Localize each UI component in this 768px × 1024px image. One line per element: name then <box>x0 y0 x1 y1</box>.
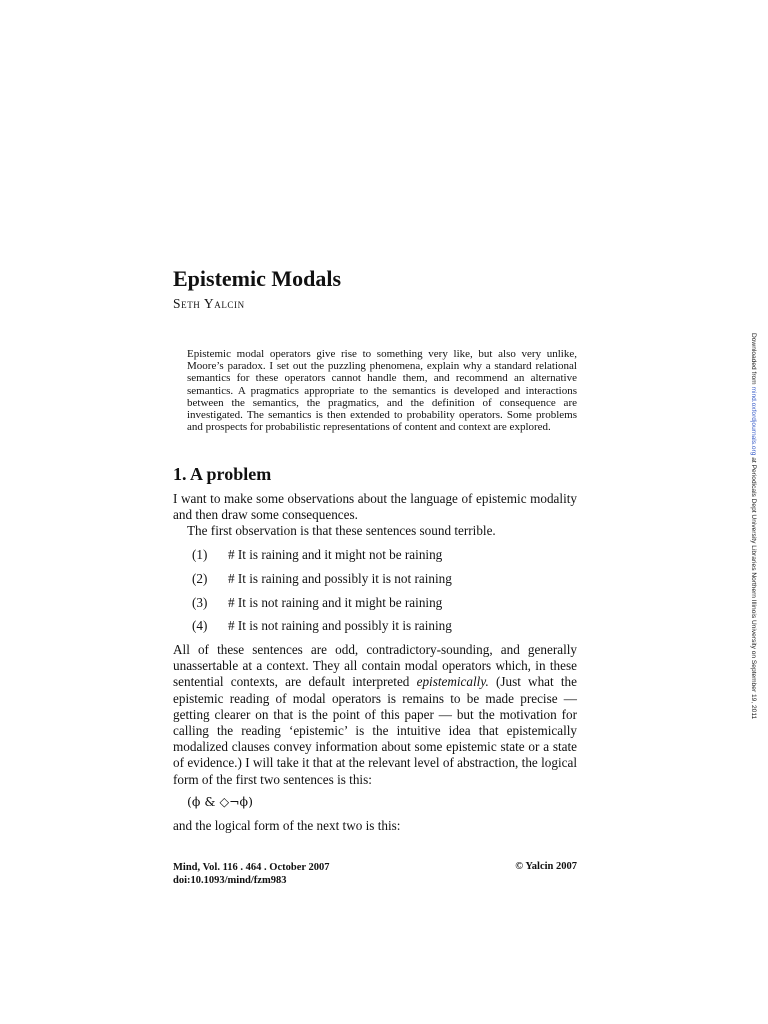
footer-copyright: © Yalcin 2007 <box>515 861 577 872</box>
example-1 <box>192 547 442 563</box>
paragraph-3-text: All of these sentences are odd, contradictory-sounding, and generally unassertable at a context. They all contain modal operators which, in these sentential contexts, are default interpreted <box>173 642 577 690</box>
example-text: # It is raining and it might not be raining <box>228 547 443 562</box>
article-author: Seth Yalcin <box>173 296 245 311</box>
download-prefix: Downloaded from <box>750 333 757 387</box>
paragraph-3 <box>173 642 577 788</box>
paragraph-3-text-cont: (Just what the epistemic reading of modal operators is remains to be made precise — getting clearer on that is the point of this paper — but the motivation for calling the reading ‘epistemic’ is the intuitive idea that epistemically modalized clauses convey information about some epistemic state or a state of evidence.) I will take it that at the relevant level of abstraction, the logical form of the first two sentences is this: <box>173 674 577 787</box>
doi-line: doi:10.1093/mind/fzm983 <box>173 875 287 886</box>
paragraph-3-emphasis: epistemically. <box>416 674 489 690</box>
download-source-link[interactable]: mind.oxfordjournals.org <box>750 386 757 456</box>
example-number: (3) <box>192 595 208 610</box>
example-number: (4) <box>192 618 208 633</box>
section-heading: 1. A problem <box>173 464 272 484</box>
example-4 <box>192 618 452 634</box>
example-3 <box>192 595 442 611</box>
paragraph-1: I want to make some observations about the language of epistemic modality and then draw some consequences. <box>173 491 577 523</box>
example-2 <box>192 571 452 587</box>
journal-line: Mind, Vol. 116 . 464 . October 2007 <box>173 862 330 873</box>
footer-citation <box>173 861 329 887</box>
download-suffix: at Periodicals Dept University Libraries Northern Illinois University on September 19, 2011 <box>750 455 757 720</box>
example-number: (1) <box>192 547 208 562</box>
example-number: (2) <box>192 571 208 586</box>
download-notice <box>750 333 757 719</box>
article-title: Epistemic Modals <box>173 266 342 291</box>
paragraph-4: and the logical form of the next two is this: <box>173 818 401 833</box>
example-text: # It is not raining and possibly it is raining <box>228 618 452 633</box>
logical-form-formula: (ϕ & ◇¬ϕ) <box>187 794 253 809</box>
paragraph-2: The first observation is that these sentences sound terrible. <box>187 523 496 538</box>
abstract: Epistemic modal operators give rise to something very like, but also very unlike, Moore’s paradox. I set out the puzzling phenomena, explain why a standard relational semantics for these operators cannot handle them, and recommend an alternative semantics. A pragmatics appropriate to the semantics is developed and interactions between the semantics, the pragmatics, and the definition of consequence are investigated. The semantics is then extended to probability operators. Some problems and prospects for probabilistic representations of content and context are explored. <box>187 348 577 434</box>
example-text: # It is not raining and it might be raining <box>228 595 443 610</box>
download-watermark <box>745 333 757 720</box>
example-text: # It is raining and possibly it is not raining <box>228 571 452 586</box>
